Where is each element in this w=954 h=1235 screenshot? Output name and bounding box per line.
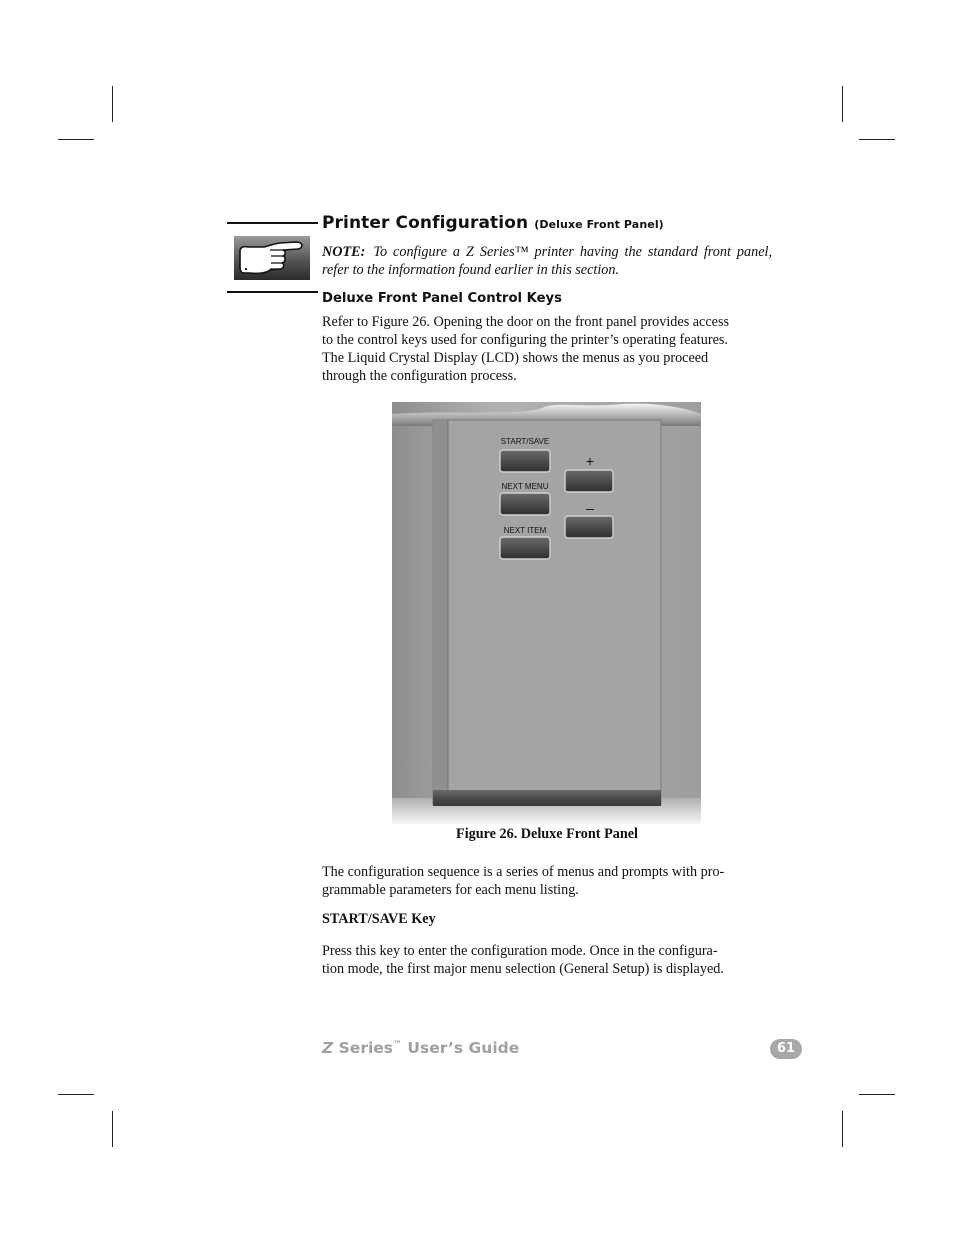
- pointing-hand-icon: [234, 236, 310, 280]
- figure-caption: Figure 26. Deluxe Front Panel: [456, 826, 638, 842]
- minus-key-label: –: [586, 500, 594, 516]
- text-line: through the configuration process.: [322, 368, 517, 384]
- sequence-paragraph: [322, 863, 774, 899]
- intro-paragraph: [322, 313, 774, 385]
- start-save-key-label: START/SAVE: [500, 437, 550, 446]
- footer-series-letter: Z: [322, 1039, 334, 1057]
- note-label: NOTE:: [322, 244, 366, 260]
- start-save-key-heading: START/SAVE Key: [322, 911, 436, 927]
- plus-key-label: +: [585, 453, 595, 469]
- section-title: [322, 213, 664, 233]
- crop-mark: [112, 86, 113, 122]
- section-rule-bottom: [227, 291, 318, 293]
- crop-mark: [842, 86, 843, 122]
- crop-mark: [842, 1111, 843, 1147]
- next-menu-key[interactable]: [500, 493, 550, 515]
- text-line: Press this key to enter the configuration mode. Once in the configura-: [322, 943, 718, 959]
- footer-guide-text: User’s Guide: [402, 1039, 520, 1057]
- next-item-key[interactable]: [500, 537, 550, 559]
- subheading: Deluxe Front Panel Control Keys: [322, 291, 562, 306]
- next-menu-key-label: NEXT MENU: [501, 482, 549, 491]
- text-line: The Liquid Crystal Display (LCD) shows the menus as you proceed: [322, 350, 709, 366]
- text-line: to the control keys used for configuring the printer’s operating features.: [322, 332, 728, 348]
- front-panel-figure: [392, 402, 701, 824]
- footer-trademark: ™: [393, 1040, 403, 1050]
- crop-mark: [859, 1094, 895, 1095]
- section-rule-top: [227, 222, 318, 224]
- minus-key[interactable]: [565, 516, 613, 538]
- crop-mark: [58, 139, 94, 140]
- crop-mark: [112, 1111, 113, 1147]
- section-title-main: Printer Configuration: [322, 213, 529, 233]
- next-item-key-label: NEXT ITEM: [503, 526, 547, 535]
- section-title-suffix: (Deluxe Front Panel): [534, 218, 664, 231]
- crop-mark: [58, 1094, 94, 1095]
- text-line: grammable parameters for each menu listing.: [322, 882, 579, 898]
- plus-key[interactable]: [565, 470, 613, 492]
- footer-series-word: Series: [333, 1039, 394, 1057]
- start-save-paragraph: [322, 942, 774, 978]
- footer-title: [322, 1039, 519, 1057]
- page-number: 61: [770, 1039, 802, 1059]
- note: [322, 243, 772, 279]
- text-line: tion mode, the first major menu selection (General Setup) is displayed.: [322, 961, 724, 977]
- text-line: Refer to Figure 26. Opening the door on the front panel provides access: [322, 314, 729, 330]
- crop-mark: [859, 139, 895, 140]
- start-save-key[interactable]: [500, 450, 550, 472]
- note-text: To configure a Z Series™ printer having the standard front panel, refer to the information found earlier in this section.: [322, 244, 772, 278]
- text-line: The configuration sequence is a series of menus and prompts with pro-: [322, 864, 725, 880]
